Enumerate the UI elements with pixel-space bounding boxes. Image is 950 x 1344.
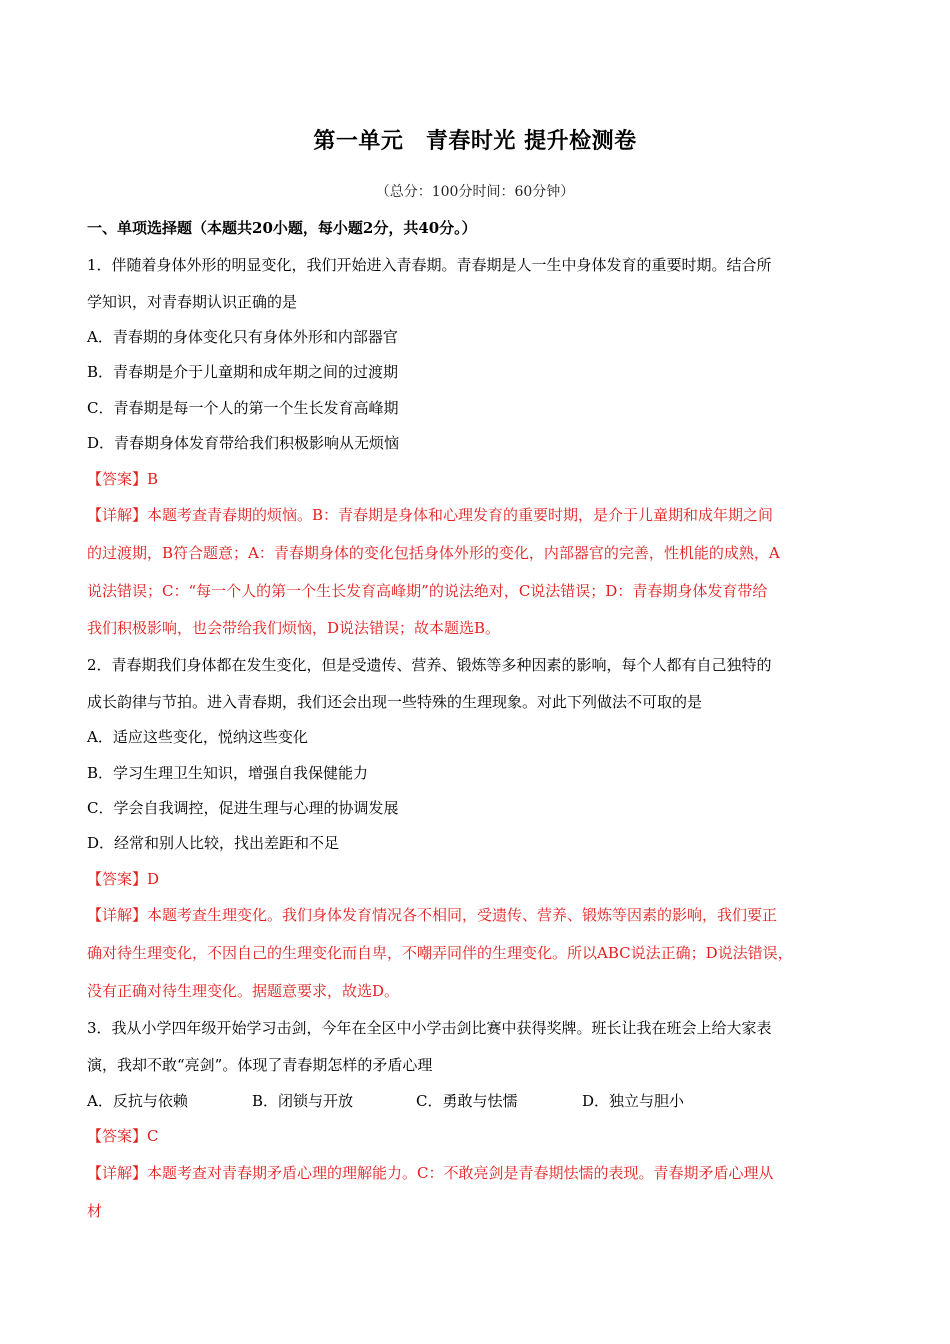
q3-stem-line-2: 演，我却不敢“亮剑”。体现了青春期怎样的矛盾心理 — [87, 1056, 433, 1074]
q3-option-c: C．勇敢与怯懦 — [416, 1092, 518, 1110]
q1-explanation-line-2: 的过渡期，B符合题意；A：青春期身体的变化包括身体外形的变化，内部器官的完善，性机能的成熟，A — [87, 544, 780, 562]
q2-option-a: A．适应这些变化，悦纳这些变化 — [87, 728, 308, 746]
q2-stem-line-2: 成长韵律与节拍。进入青春期，我们还会出现一些特殊的生理现象。对此下列做法不可取的是 — [87, 693, 703, 711]
section-heading: 一、单项选择题（本题共20小题，每小题2分，共40分。） — [87, 219, 477, 237]
q1-explanation-line-3: 说法错误；C：“每一个人的第一个生长发育高峰期”的说法绝对，C说法错误；D：青春期身体发育带给 — [87, 582, 768, 600]
q2-option-b: B．学习生理卫生知识，增强自我保健能力 — [87, 764, 369, 782]
q3-option-d: D．独立与胆小 — [582, 1092, 685, 1110]
q1-stem-line-1: 1．伴随着身体外形的明显变化，我们开始进入青春期。青春期是人一生中身体发育的重要时期。结合所 — [87, 256, 772, 274]
q1-answer: 【答案】B — [87, 470, 159, 488]
q1-option-a: A．青春期的身体变化只有身体外形和内部器官 — [87, 328, 398, 346]
q2-option-d: D．经常和别人比较，找出差距和不足 — [87, 834, 340, 852]
q1-option-c: C．青春期是每一个人的第一个生长发育高峰期 — [87, 399, 399, 417]
page-title: 第一单元 青春时光 提升检测卷 — [313, 128, 637, 154]
q1-option-d: D．青春期身体发育带给我们积极影响从无烦恼 — [87, 434, 400, 452]
q3-option-a: A．反抗与依赖 — [87, 1092, 188, 1110]
q1-explanation-line-4: 我们积极影响，也会带给我们烦恼，D说法错误；故本题选B。 — [87, 619, 501, 637]
page-subtitle: （总分：100分时间：60分钟） — [375, 184, 575, 200]
q2-option-c: C．学会自我调控，促进生理与心理的协调发展 — [87, 799, 399, 817]
q1-stem-line-2: 学知识，对青春期认识正确的是 — [87, 293, 298, 311]
q2-stem-line-1: 2．青春期我们身体都在发生变化，但是受遗传、营养、锻炼等多种因素的影响，每个人都有自己独特的 — [87, 656, 772, 674]
q3-option-b: B．闭锁与开放 — [252, 1092, 354, 1110]
q2-answer: 【答案】D — [87, 870, 160, 888]
q2-explanation-line-2: 确对待生理变化，不因自己的生理变化而自卑，不嘲弄同伴的生理变化。所以ABC说法正确；D说法错误， — [87, 944, 793, 962]
q3-explanation-line-2: 材 — [87, 1202, 103, 1220]
q1-option-b: B．青春期是介于儿童期和成年期之间的过渡期 — [87, 363, 399, 381]
q3-answer: 【答案】C — [87, 1127, 159, 1145]
q3-explanation-line-1: 【详解】本题考查对青春期矛盾心理的理解能力。C：不敢亮剑是青春期怯懦的表现。青春期矛盾心理从 — [87, 1164, 774, 1182]
q2-explanation-line-3: 没有正确对待生理变化。据题意要求，故选D。 — [87, 982, 400, 1000]
q2-explanation-line-1: 【详解】本题考查生理变化。我们身体发育情况各不相同，受遗传、营养、锻炼等因素的影响，我们要正 — [87, 906, 778, 924]
q3-stem-line-1: 3．我从小学四年级开始学习击剑，今年在全区中小学击剑比赛中获得奖牌。班长让我在班会上给大家表 — [87, 1019, 772, 1037]
q1-explanation-line-1: 【详解】本题考查青春期的烦恼。B：青春期是身体和心理发育的重要时期，是介于儿童期和成年期之间 — [87, 506, 774, 524]
